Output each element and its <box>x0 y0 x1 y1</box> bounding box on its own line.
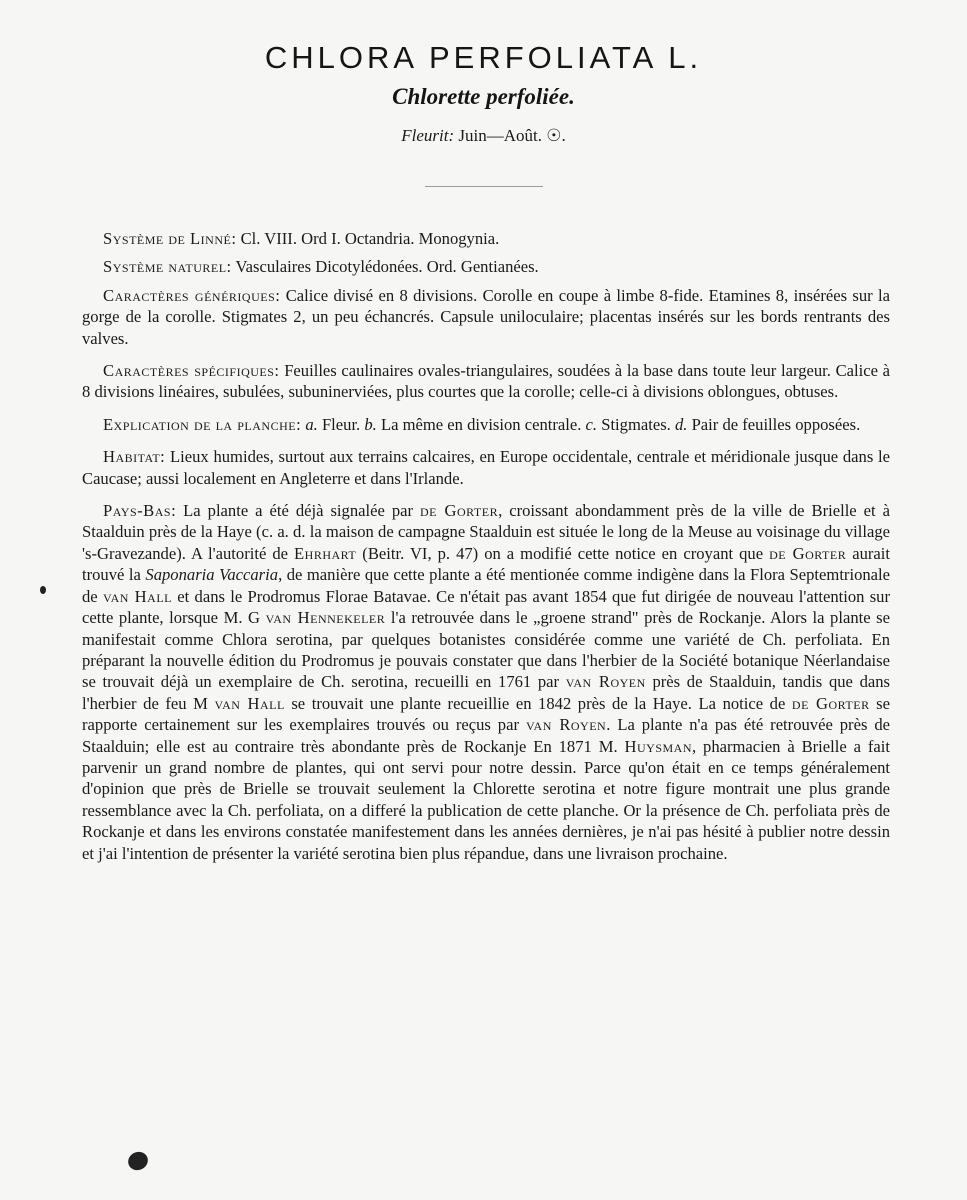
text-run: près de Staalduin, tandis que dans l'herbier de feu M <box>82 672 890 713</box>
figure-letter: a. <box>305 414 318 434</box>
paragraph-text: Lieux humides, surtout aux terrains calcaires, en Europe occidentale, centrale et méridionale jusque dans le Caucase; aussi localement en Angleterre et dans l'Irlande. <box>82 447 890 488</box>
author-name: de Gorter <box>420 501 499 521</box>
paragraph-text: Cl. VIII. Ord I. Octandria. Monogynia. <box>236 229 500 248</box>
paragraph-habitat <box>82 446 890 489</box>
text-run: La plante a été déjà signalée par <box>176 501 420 521</box>
text-run: se rapporte certainement sur les exemplaires trouvés ou reçus par <box>82 693 890 735</box>
text-run: , de manière que cette plante a été mentionée comme indigène dans la Flora Septemtrionale de <box>82 565 890 606</box>
page-subtitle: Chlorette perfoliée. <box>392 84 575 109</box>
paragraph-text: Feuilles caulinaires ovales-triangulaires, soudées à la base dans toute leur largeur. Calice à 8 divisions linéaires, subulées, subuninerviées, plus courtes que la corolle; celle-ci à divisions oblongues, obtuses. <box>82 361 890 402</box>
author-name: de Gorter <box>769 543 847 563</box>
figure-caption: Stigmates. <box>597 414 675 434</box>
text-run: , pharmacien à Brielle a fait parvenir un grand nombre de plantes, qui ont servi pour notre dessin. Parce qu'on était en ce temps généralement d'opinion que près de Brielle se trouvait seulement la Chlorette serotina et notre figure montrait une plus grande ressemblance avec la Ch. perfoliata, on a differé la publication de cette planche. Or la présence de Ch. perfoliata près de Rockanje et dans les environs constatée manifestement dans les années dernières, je n'ai pas hésité à publier notre dessin et j'ai l'intention de présenter la variété serotina bien plus répandue, dans une livraison prochaine. <box>82 736 890 863</box>
text-run: se trouvait une plante recueillie en 1842 près de la Haye. La notice de <box>284 693 792 713</box>
text-run: . La plante n'a pas été retrouvée près de Staalduin; elle est au contraire très abondante près de Rockanje En 1871 M. <box>82 715 891 756</box>
paragraph-label: Explication de la planche: <box>103 414 302 434</box>
author-name: van Hennekeler <box>265 608 386 628</box>
author-name: van Royen <box>525 715 607 735</box>
text-run: , croissant abondamment près de la ville de Brielle et à Staalduin près de la Haye (c. a. d. la maison de campagne Staalduin est située le long de la Meuse au voisinage du village 's-Gravezande). A l'autorité de <box>82 501 890 563</box>
author-name: de Gorter <box>791 693 870 713</box>
title-divider <box>425 186 543 187</box>
text-run: l'a retrouvée dans le „groene strand" près de Rockanje. Alors la plante se manifestait comme Chlora serotina, par quelques botanistes considérée comme une variété de Ch. perfoliata. En préparant la nouvelle édition du Prodromus je pouvais constater que dans l'herbier de la Société botanique Néerlandaise se trouvait déjà un exemplaire de Ch. serotina, recueilli en 1761 par <box>82 608 890 692</box>
author-name: van Hall <box>214 693 285 713</box>
ink-speck <box>40 586 46 594</box>
figure-caption: La même en division centrale. <box>376 414 586 434</box>
paragraph-label: Caractères spécifiques: <box>103 361 280 381</box>
paragraph-label: Pays-Bas: <box>103 501 177 521</box>
flowering-line <box>0 126 967 146</box>
paragraph-generic-characters <box>82 285 890 349</box>
paragraph-label: Habitat: <box>103 447 166 467</box>
paragraph-text: Calice divisé en 8 divisions. Corolle en coupe à limbe 8-fide. Etamines 8, insérées sur la gorge de la corolle. Stigmates 2, un peu échancrés. Capsule uniloculaire; placentas insérés sur les bords rentrants des valves. <box>82 285 890 348</box>
paragraph-netherlands <box>82 500 890 864</box>
paragraph-specific-characters <box>82 360 890 403</box>
paragraph-plate-explanation <box>82 414 890 435</box>
flowering-value: Juin—Août. ☉. <box>458 126 566 145</box>
text-run: et dans le Prodromus Florae Batavae. Ce n'était pas avant 1854 que fut dirigée de nouveau l'attention sur cette plante, lorsque M. G <box>82 586 890 628</box>
figure-caption: Fleur. <box>317 414 365 434</box>
body-text <box>82 228 890 875</box>
paragraph-label: Système de Linné: <box>103 229 237 248</box>
author-name: van Hall <box>102 586 172 606</box>
author-name: Ehrhart <box>294 543 357 563</box>
paragraph-label: Système naturel: <box>103 257 232 277</box>
page-title: CHLORA PERFOLIATA L. <box>264 40 703 75</box>
paragraph-natural-system <box>82 256 890 277</box>
text-run: aurait trouvé la <box>82 543 890 585</box>
ink-speck <box>125 1149 151 1174</box>
species-name: Saponaria Vaccaria <box>145 565 279 585</box>
figure-letter: d. <box>674 414 688 434</box>
author-name: Huysman <box>624 736 692 756</box>
author-name: van Royen <box>565 672 646 692</box>
paragraph-label: Caractères génériques: <box>103 285 281 305</box>
figure-letter: c. <box>585 414 598 434</box>
paragraph-linnaeus-system <box>82 228 890 249</box>
paragraph-text: Vasculaires Dicotylédonées. Ord. Gentianées. <box>231 257 539 277</box>
figure-letter: b. <box>364 414 377 434</box>
figure-caption: Pair de feuilles opposées. <box>687 414 861 434</box>
text-run: (Beitr. VI, p. 47) on a modifié cette notice en croyant que <box>356 543 770 563</box>
flowering-label: Fleurit: <box>401 126 455 145</box>
